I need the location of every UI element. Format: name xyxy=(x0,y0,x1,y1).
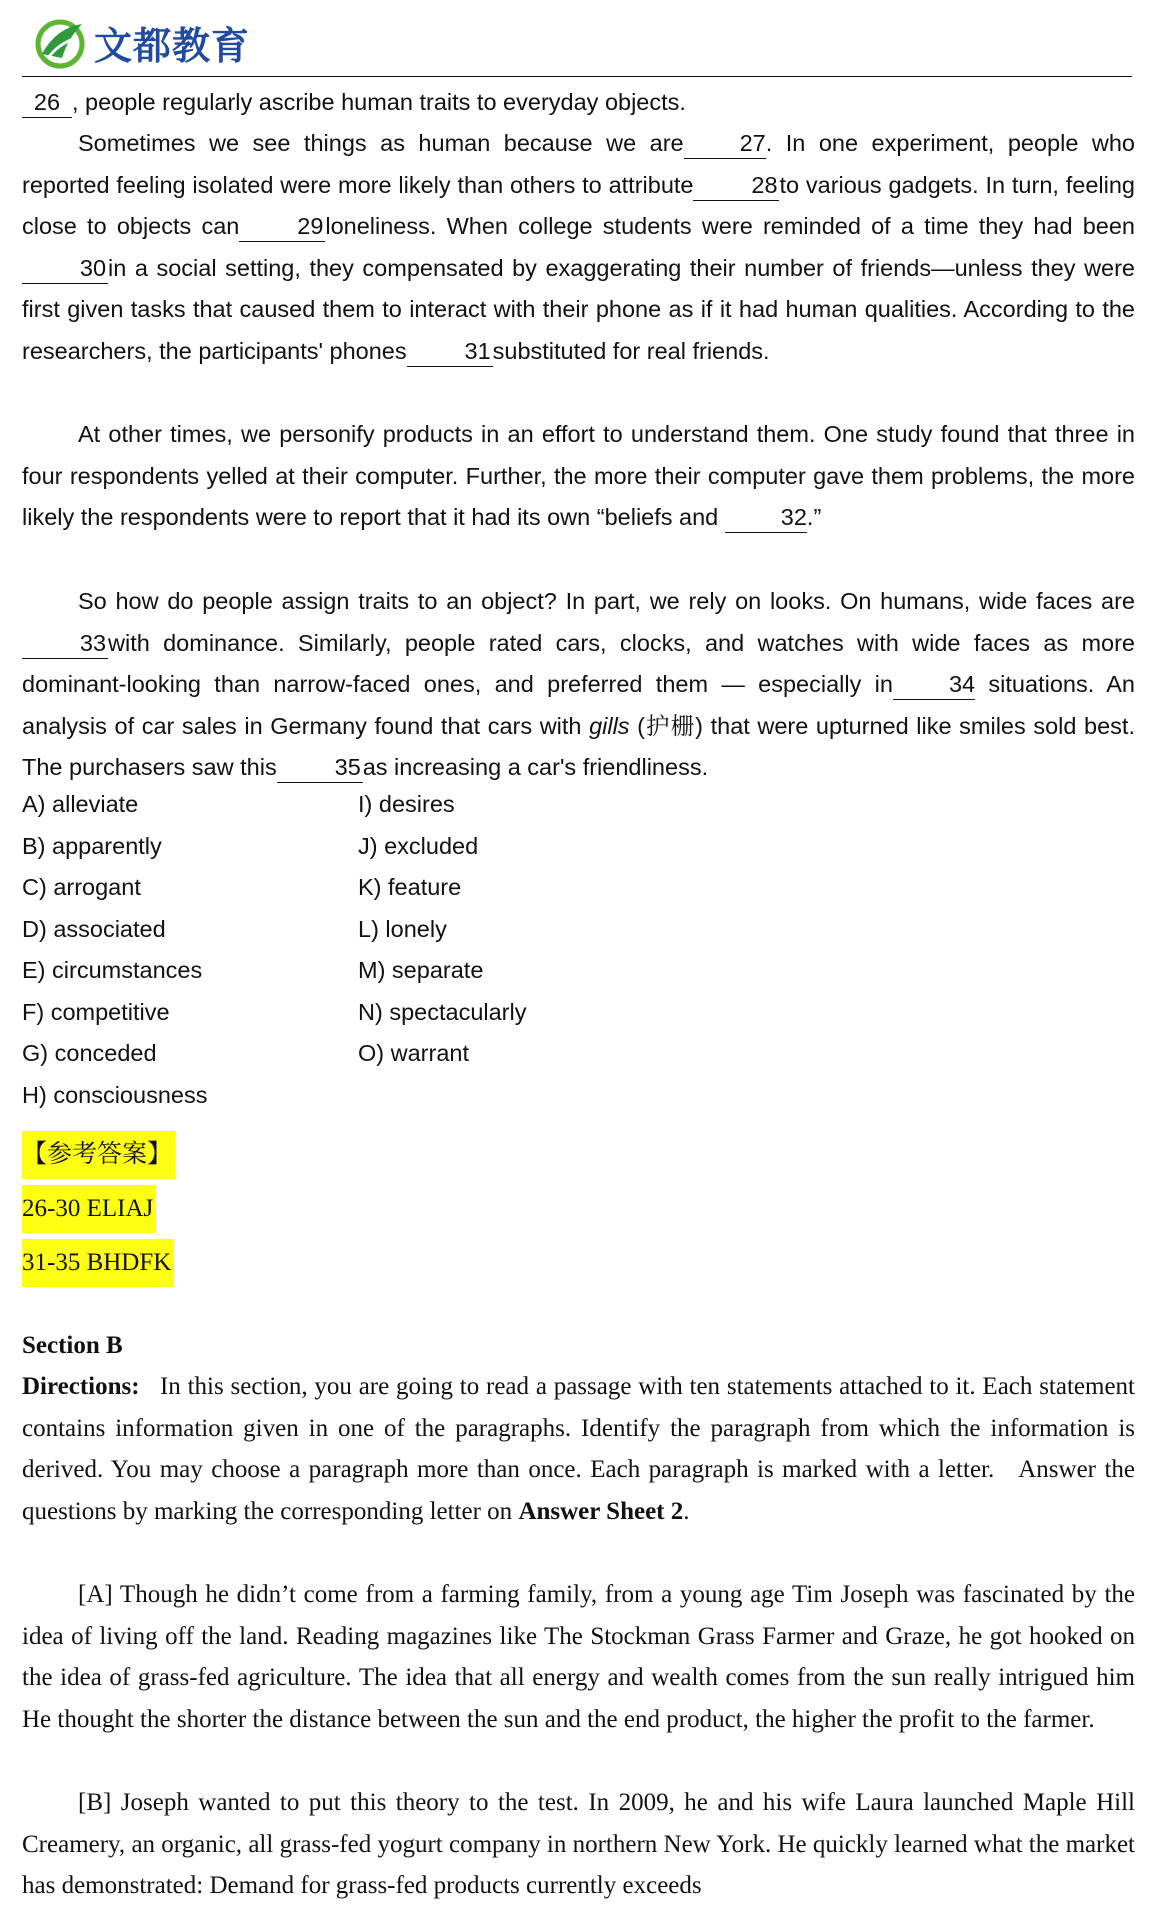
blank-31: 31 xyxy=(407,336,493,367)
brand-logo xyxy=(32,12,250,72)
answer-key-title: 【参考答案】 xyxy=(22,1131,175,1179)
passage-text: loneliness. When college students were reminded of a time they had been xyxy=(325,213,1135,239)
option-item: M) separate xyxy=(358,957,484,983)
option-item: D) associated xyxy=(22,915,166,942)
wendu-logo-icon xyxy=(32,14,88,70)
header-divider xyxy=(22,76,1132,77)
passage-text: At other times, we personify products in an effort to understand them. One study found that three in four respondents yelled at their computer. Further, the more their computer gave them problems, the more likely the respondents were to report that it had its own “beliefs and xyxy=(22,421,1135,530)
blank-26: 26 xyxy=(22,87,72,118)
blank-34: 34 xyxy=(893,669,975,700)
blank-29: 29 xyxy=(239,211,325,242)
section-b-title: Section B xyxy=(22,1332,123,1359)
passage-text: in a social setting, they compensated by exaggerating their number of friends—unless they were first given tasks that caused them to interact with their phone as if it had human qualities. According to the researchers, the participants' phones xyxy=(22,254,1135,364)
blank-32: 32 xyxy=(725,502,807,533)
blank-28: 28 xyxy=(693,170,779,201)
option-item: K) feature xyxy=(358,874,462,900)
option-item: A) alleviate xyxy=(22,791,139,817)
blank-27: 27 xyxy=(684,128,766,159)
option-item: G) conceded xyxy=(22,1040,157,1066)
blank-30: 30 xyxy=(22,253,108,284)
passage-text: , people regularly ascribe human traits to everyday objects. xyxy=(72,89,686,115)
section-b-paragraph-b: [B] Joseph wanted to put this theory to the test. In 2009, he and his wife Laura launched Maple Hill Creamery, an organic, all grass-fed yogurt company in northern New York. He quickly learned what the market has demonstrated: Demand for grass-fed products currently exceeds xyxy=(22,1789,1135,1899)
answer-key-line-1: 26-30 ELIAJ xyxy=(22,1185,156,1233)
directions-label: Directions: xyxy=(22,1373,140,1400)
option-item: C) arrogant xyxy=(22,874,141,900)
option-item: O) warrant xyxy=(358,1040,469,1066)
passage-paragraph-3 xyxy=(22,414,1135,539)
passage-paragraph-2 xyxy=(22,123,1135,372)
option-item: N) spectacularly xyxy=(358,998,527,1025)
blank-35: 35 xyxy=(277,752,363,783)
logo-text: 文都教育 xyxy=(94,25,251,68)
option-item: I) desires xyxy=(358,791,455,817)
option-item: L) lonely xyxy=(358,915,447,942)
passage-text: substituted for real friends. xyxy=(492,337,770,364)
answer-key-line-2: 31-35 BHDFK xyxy=(22,1239,174,1287)
header xyxy=(22,10,1132,74)
directions-text: In this section, you are going to read a passage with ten statements attached to it. Each statement contains information given in one of the paragraphs. Identify the paragraph from which the information is derived. You may choose a paragraph more than once. Each paragraph is marked with a letter. xyxy=(22,1373,1135,1483)
passage-text: with dominance. Similarly, people rated cars, clocks, and watches with wide faces as more dominant-looking than narrow-faced ones, and preferred them — especially in xyxy=(22,629,1135,697)
option-item: F) competitive xyxy=(22,998,170,1025)
passage-text: (护栅) that were upturned like smiles sold best. The purchasers saw this xyxy=(22,712,1135,780)
option-item: H) consciousness xyxy=(22,1081,208,1108)
passage-text: as increasing a car's friendliness. xyxy=(362,754,709,780)
passage-text: .” xyxy=(806,504,822,530)
passage-text: So how do people assign traits to an object? In part, we rely on looks. On humans, wide faces are xyxy=(78,588,1135,614)
directions-period: . xyxy=(683,1497,690,1525)
answer-sheet-label: Answer Sheet 2 xyxy=(518,1497,684,1525)
passage-paragraph-1 xyxy=(22,82,1135,124)
blank-33: 33 xyxy=(22,628,108,659)
option-item: E) circumstances xyxy=(22,957,203,983)
section-b-paragraph-a: [A] Though he didn’t come from a farming family, from a young age Tim Joseph was fascinated by the idea of living off the land. Reading magazines like The Stockman Grass Farmer and Graze, he got hooked on the idea of grass-fed agriculture. The idea that all energy and wealth comes from the sun really intrigued him He thought the shorter the distance between the sun and the end product, the higher the profit to the farmer. xyxy=(22,1581,1135,1733)
passage-text: . In one experiment, people who reported feeling isolated were more likely than others to attribute xyxy=(22,130,1135,198)
option-item: B) apparently xyxy=(22,832,162,859)
option-item: J) excluded xyxy=(358,832,479,859)
passage-text: situations. An analysis of car sales in Germany found that cars with xyxy=(22,671,1135,739)
passage-text: to various gadgets. In turn, feeling close to objects can xyxy=(22,171,1135,239)
directions-text: Answer the questions by marking the corresponding letter on xyxy=(22,1456,1135,1525)
passage-text-italic: gills xyxy=(589,712,630,739)
passage-paragraph-4 xyxy=(22,581,1135,789)
passage-text: Sometimes we see things as human because we are xyxy=(78,130,684,156)
section-b-directions xyxy=(22,1366,1135,1532)
